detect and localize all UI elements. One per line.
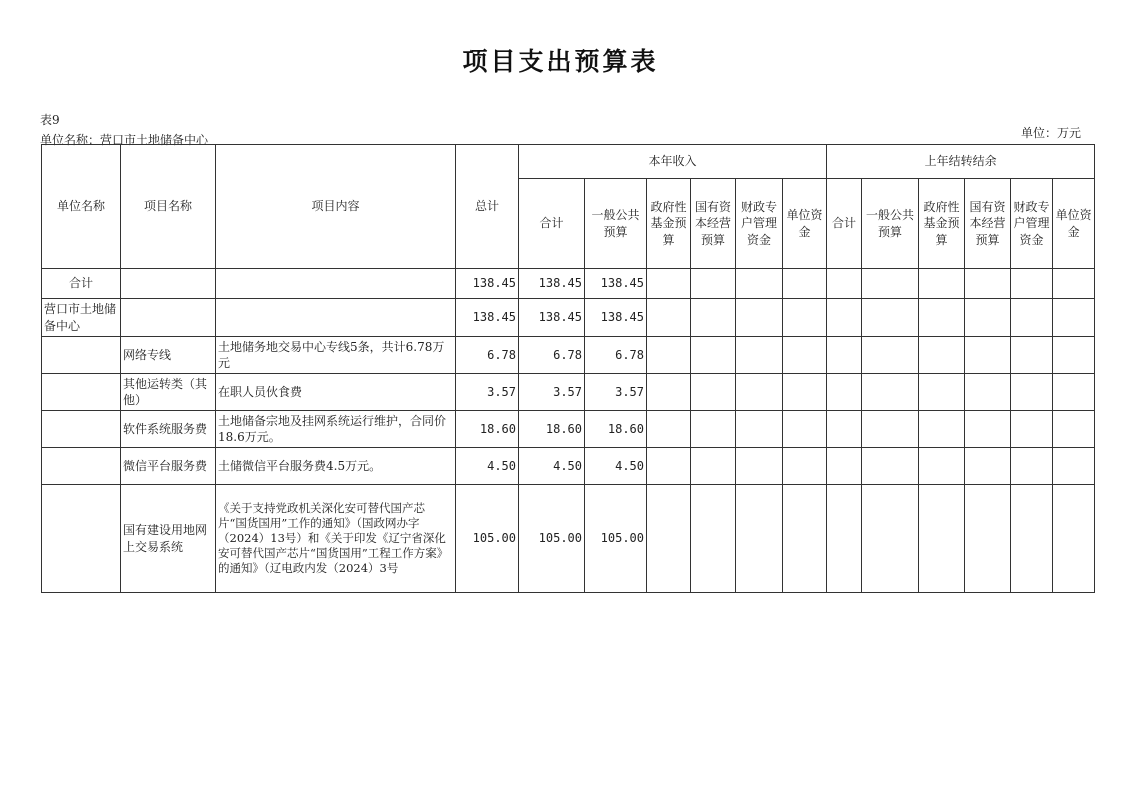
row-content: 在职人员伙食费 bbox=[216, 374, 456, 411]
header-project-name: 项目名称 bbox=[121, 145, 216, 269]
unit-name-label: 单位名称：营口市土地储备中心 bbox=[40, 133, 209, 147]
row-project: 网络专线 bbox=[121, 337, 216, 374]
row-content: 土地储务地交易中心专线5条，共计6.78万元 bbox=[216, 337, 456, 374]
header-cur-special-account: 财政专户管理资金 bbox=[736, 179, 783, 269]
row-unit bbox=[42, 448, 121, 485]
table-row bbox=[42, 411, 1095, 448]
row-project: 软件系统服务费 bbox=[121, 411, 216, 448]
row-cur-total: 138.45 bbox=[519, 269, 585, 299]
header-current-income: 本年收入 bbox=[519, 145, 827, 179]
row-cur-total: 105.00 bbox=[519, 485, 585, 593]
row-total: 138.45 bbox=[456, 269, 519, 299]
header-cur-total: 合计 bbox=[519, 179, 585, 269]
header-project-content: 项目内容 bbox=[216, 145, 456, 269]
table-row bbox=[42, 448, 1095, 485]
header-prev-special-account: 财政专户管理资金 bbox=[1011, 179, 1053, 269]
table-row bbox=[42, 299, 1095, 337]
header-prev-gov-fund: 政府性基金预算 bbox=[919, 179, 965, 269]
row-cur-total: 6.78 bbox=[519, 337, 585, 374]
row-cur-general: 18.60 bbox=[585, 411, 647, 448]
table-row bbox=[42, 269, 1095, 299]
budget-table bbox=[41, 144, 1095, 593]
row-total: 138.45 bbox=[456, 299, 519, 337]
row-cur-general: 105.00 bbox=[585, 485, 647, 593]
page-title: 项目支出预算表 bbox=[462, 47, 659, 76]
header-prev-unit-fund: 单位资金 bbox=[1053, 179, 1095, 269]
header-prev-general: 一般公共预算 bbox=[862, 179, 919, 269]
row-cur-general: 4.50 bbox=[585, 448, 647, 485]
row-unit bbox=[42, 374, 121, 411]
row-project: 微信平台服务费 bbox=[121, 448, 216, 485]
row-unit: 合计 bbox=[42, 269, 121, 299]
row-unit bbox=[42, 411, 121, 448]
row-unit bbox=[42, 485, 121, 593]
row-total: 4.50 bbox=[456, 448, 519, 485]
header-unit-name: 单位名称 bbox=[42, 145, 121, 269]
row-project: 其他运转类（其他） bbox=[121, 374, 216, 411]
row-total: 6.78 bbox=[456, 337, 519, 374]
row-cur-total: 138.45 bbox=[519, 299, 585, 337]
row-total: 18.60 bbox=[456, 411, 519, 448]
row-cur-general: 138.45 bbox=[585, 269, 647, 299]
row-cur-total: 4.50 bbox=[519, 448, 585, 485]
row-cur-total: 3.57 bbox=[519, 374, 585, 411]
row-unit: 营口市土地储备中心 bbox=[42, 299, 121, 337]
table-row bbox=[42, 485, 1095, 593]
row-content bbox=[216, 299, 456, 337]
money-unit-label: 单位：万元 bbox=[1020, 126, 1081, 140]
row-content: 《关于支持党政机关深化安可替代国产芯片“国货国用”工作的通知》（国政网办字（2024）13号）和《关于印发《辽宁省深化安可替代国产芯片“国货国用”工程工作方案》的通知》（辽电政内发（2024）3号 bbox=[216, 485, 456, 593]
header-prev-total: 合计 bbox=[827, 179, 862, 269]
row-cur-total: 18.60 bbox=[519, 411, 585, 448]
header-total: 总计 bbox=[456, 145, 519, 269]
header-cur-state-capital: 国有资本经营预算 bbox=[691, 179, 736, 269]
row-cur-general: 3.57 bbox=[585, 374, 647, 411]
table-number: 表9 bbox=[40, 113, 60, 127]
row-total: 3.57 bbox=[456, 374, 519, 411]
header-cur-general: 一般公共预算 bbox=[585, 179, 647, 269]
row-project: 国有建设用地网上交易系统 bbox=[121, 485, 216, 593]
row-total: 105.00 bbox=[456, 485, 519, 593]
header-carryover: 上年结转结余 bbox=[827, 145, 1095, 179]
row-cur-general: 138.45 bbox=[585, 299, 647, 337]
header-prev-state-capital: 国有资本经营预算 bbox=[965, 179, 1011, 269]
header-cur-gov-fund: 政府性基金预算 bbox=[647, 179, 691, 269]
table-row bbox=[42, 337, 1095, 374]
row-content: 土地储备宗地及挂网系统运行维护，合同价18.6万元。 bbox=[216, 411, 456, 448]
table-row bbox=[42, 374, 1095, 411]
row-project bbox=[121, 269, 216, 299]
header-cur-unit-fund: 单位资金 bbox=[783, 179, 827, 269]
row-unit bbox=[42, 337, 121, 374]
row-content bbox=[216, 269, 456, 299]
row-content: 土储微信平台服务费4.5万元。 bbox=[216, 448, 456, 485]
row-project bbox=[121, 299, 216, 337]
row-cur-general: 6.78 bbox=[585, 337, 647, 374]
